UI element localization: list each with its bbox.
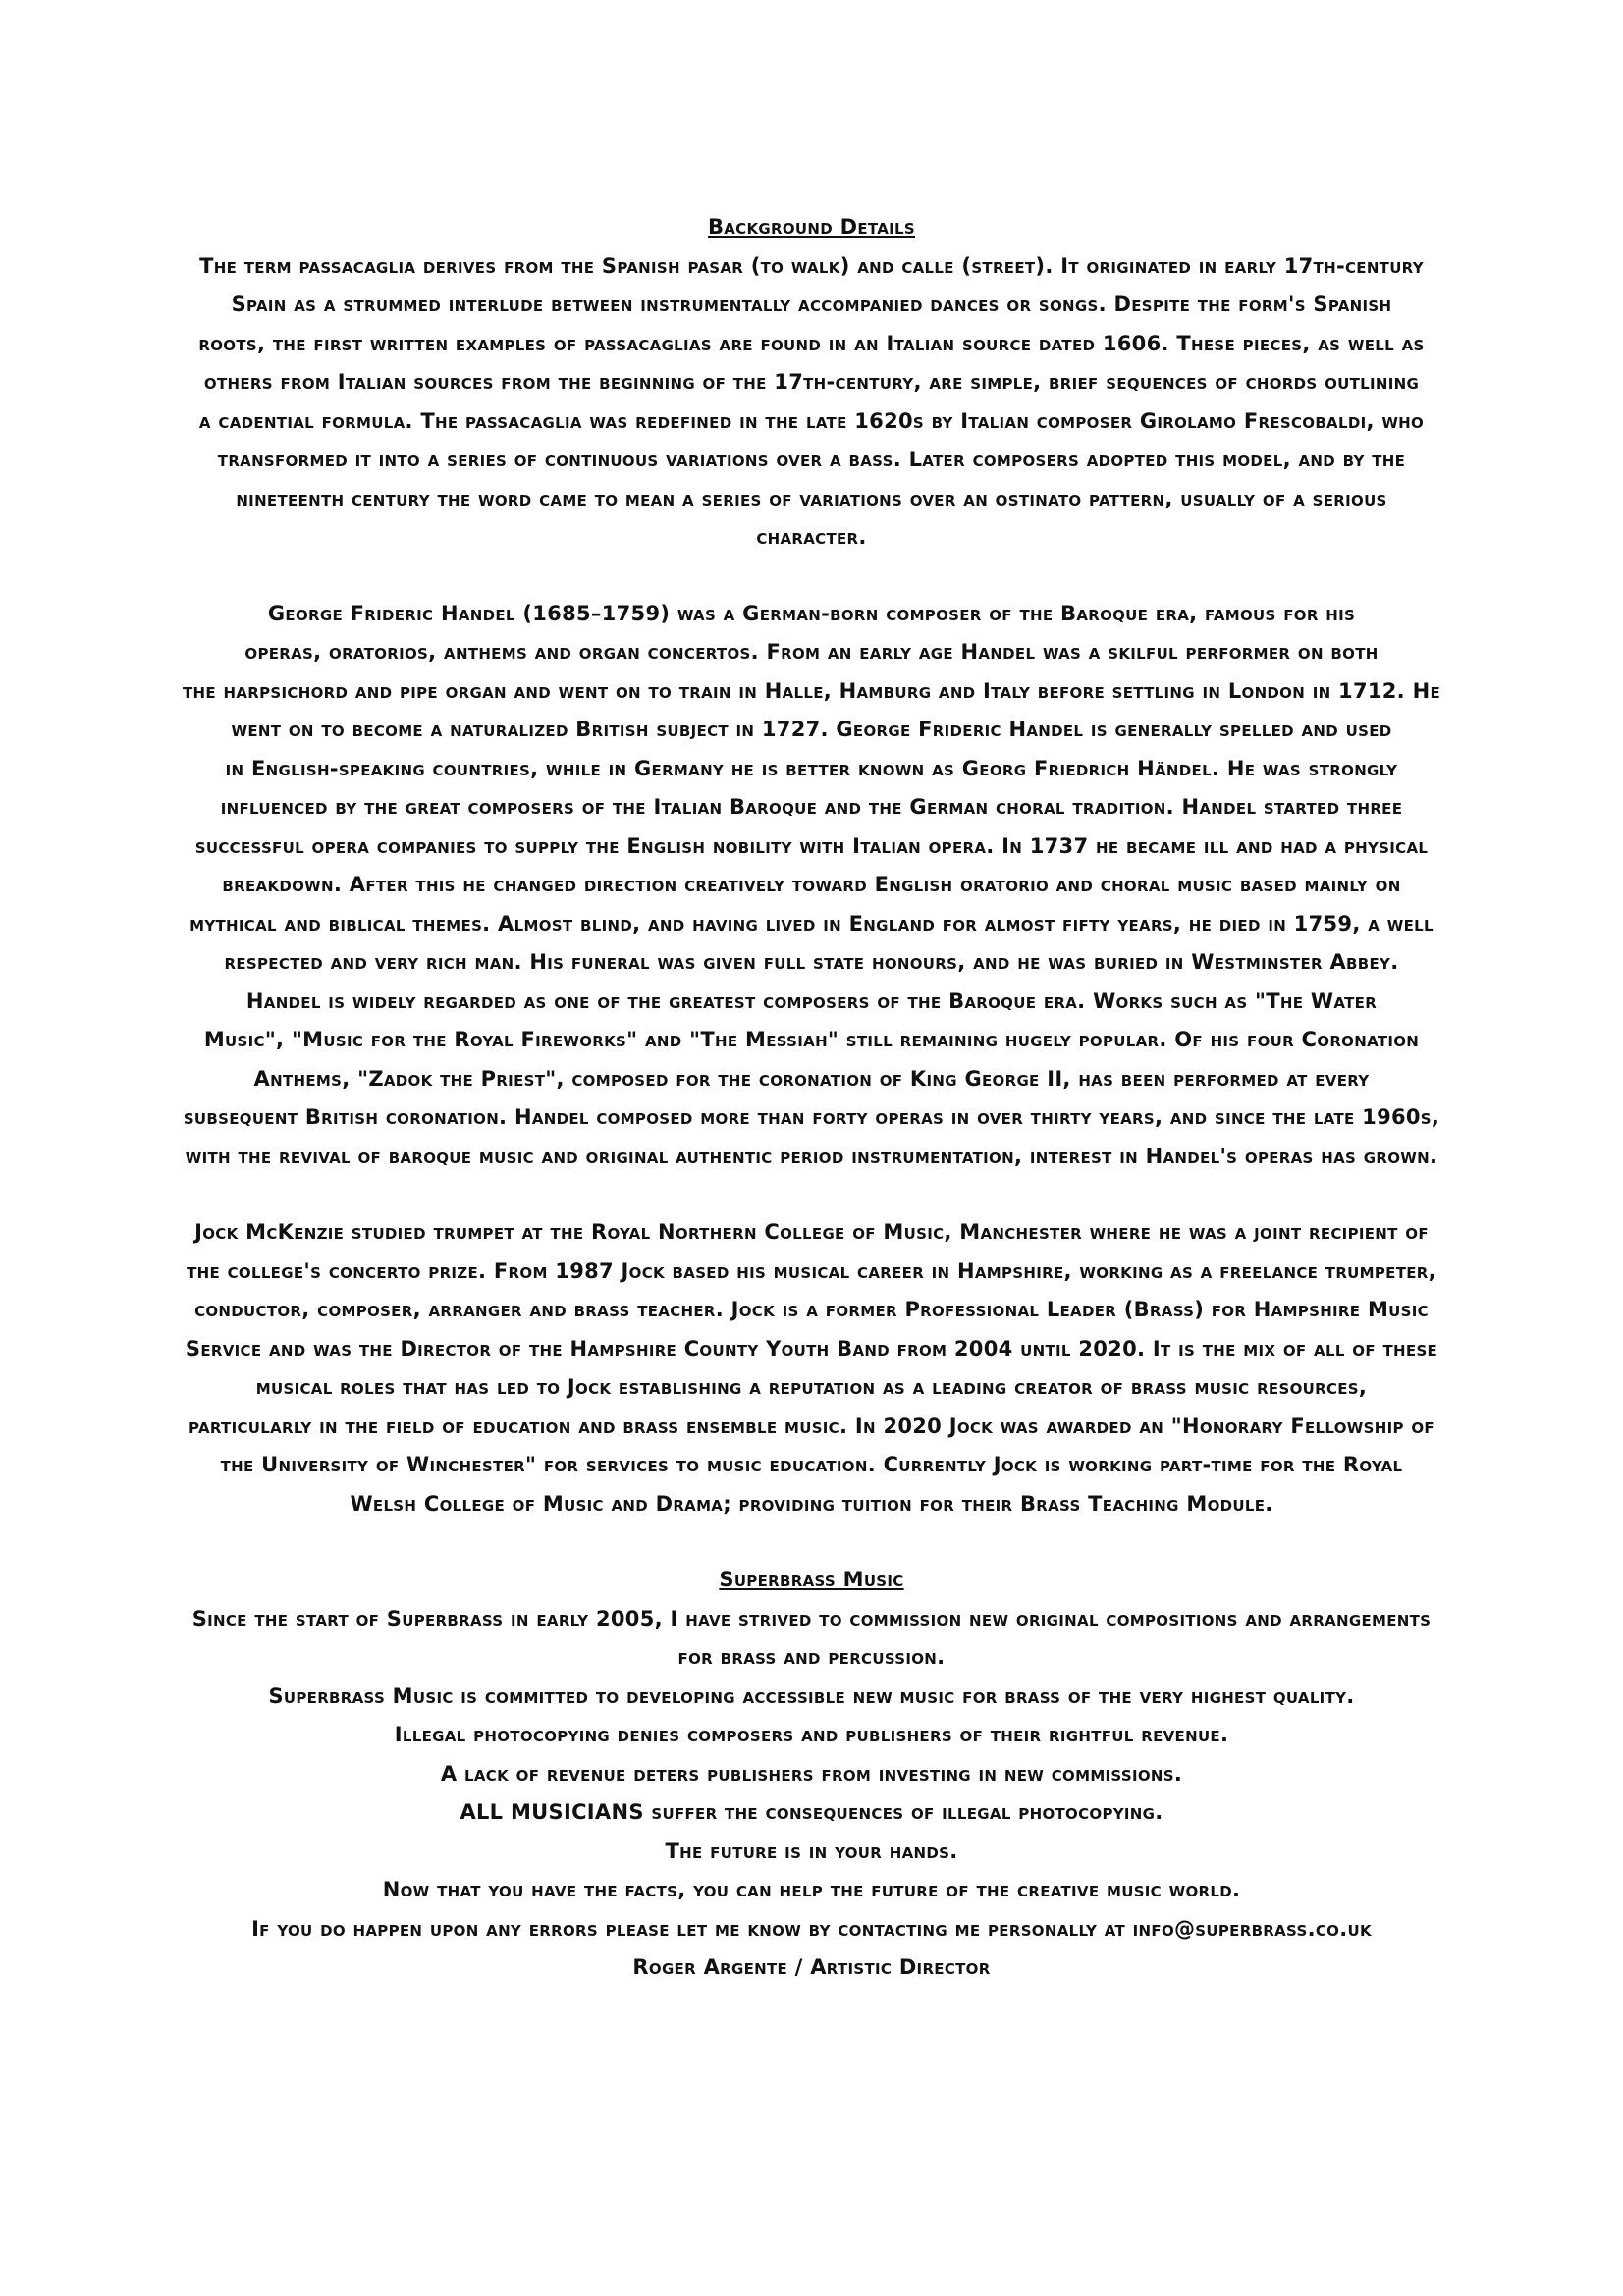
text-line: Jock McKenzie studied trumpet at the Royal Northern College of Music, Manchester where he was a joint recipient of [194,1220,1429,1244]
text-line: Since the start of Superbrass in early 2005, I have strived to commission new original compositions and arrangements [191,1606,1432,1630]
paragraph-spacer [147,558,1476,595]
background-paragraph [147,247,1476,558]
text-line: the University of Winchester" for services to music education. Currently Jock is working part-time for the Royal [220,1453,1403,1476]
text-line: Spain as a strummed interlude between instrumentally accompanied dances or songs. Despite the form's Spanish [231,293,1392,316]
text-line: Service and was the Director of the Hampshire County Youth Band from 2004 until 2020. It is the mix of all of these [185,1336,1438,1361]
text-line: others from Italian sources from the beginning of the 17th-century, are simple, brief sequences of chords outlining [203,370,1420,394]
mckenzie-paragraph [147,1213,1476,1523]
text-line: Handel is widely regarded as one of the greatest composers of the Baroque era. Works such as "The Water [245,988,1378,1013]
text-line: musical roles that has led to Jock establishing a reputation as a leading creator of brass music resources, [255,1375,1368,1399]
musicians-emphasis: ALL MUSICIANS [460,1800,644,1824]
text-line: the college's concerto prize. From 1987 Jock based his musical career in Hampshire, working as a freelance trumpeter, [187,1258,1436,1283]
text-line: the harpsichord and pipe organ and went on to train in Halle, Hamburg and Italy before settling in London in 1712. He [182,678,1440,703]
document-page [147,208,1476,1988]
paragraph-spacer [147,1523,1476,1561]
text-line: Illegal photocopying denies composers and publishers of their rightful revenue. [394,1723,1229,1746]
text-line: The future is in your hands. [665,1839,958,1863]
text-line: Music", "Music for the Royal Fireworks" and "The Messiah" still remaining hugely popular. Of his four Coronation [203,1028,1420,1051]
text-line: The term passacaglia derives from the Spanish pasar (to walk) and calle (street). It originated in early 17th-century [199,253,1424,278]
text-line: conductor, composer, arranger and brass teacher. Jock is a former Professional Leader (Brass) for Hampshire Music [194,1298,1429,1321]
paragraph-spacer [147,1176,1476,1213]
text-line: respected and very rich man. His funeral was given full state honours, and he was buried in Westminster Abbey. [224,950,1399,974]
text-line: influenced by the great composers of the Italian Baroque and the German choral tradition. Handel started three [220,795,1403,819]
text-line: roots, the first written examples of passacaglias are found in an Italian source dated 1606. These pieces, as well as [198,331,1425,355]
text-line: Welsh College of Music and Drama; providing tuition for their Brass Teaching Module. [350,1491,1273,1516]
text-line: for brass and percussion. [677,1645,946,1669]
text-line: Anthems, "Zadok the Priest", composed for the coronation of King George II, has been performed at every [253,1066,1370,1091]
contact-line: If you do happen upon any errors please let me know by contacting me personally at info@superbrass.co.uk [251,1916,1372,1941]
text-line: operas, oratorios, anthems and organ concertos. From an early age Handel was a skilful performer on both [244,640,1379,664]
superbrass-heading: Superbrass Music [719,1568,904,1591]
text-line: Now that you have the facts, you can help the future of the creative music world. [382,1878,1241,1901]
musicians-line-rest: suffer the consequences of illegal photocopying. [643,1800,1163,1824]
background-heading: Background Details [707,215,916,239]
handel-paragraph [147,595,1476,1177]
signature: Roger Argente / Artistic Director [632,1955,991,1979]
text-line: character. [756,525,867,549]
text-line: nineteenth century the word came to mean a series of variations over an ostinato pattern, usually of a serious [236,486,1387,510]
text-line: in English-speaking countries, while in Germany he is better known as Georg Friedrich Händel. He was strongly [225,756,1398,780]
musicians-line [147,1793,1476,1833]
text-line: A lack of revenue deters publishers from investing in new commissions. [440,1761,1183,1786]
text-line: went on to become a naturalized British subject in 1727. George Frideric Handel is generally spelled and used [231,718,1392,741]
superbrass-section [147,1600,1476,1988]
text-line: particularly in the field of education and brass ensemble music. In 2020 Jock was awarded an "Honorary Fellowship of [189,1414,1434,1438]
text-line: with the revival of baroque music and original authentic period instrumentation, interest in Handel's operas has grown. [185,1144,1438,1168]
text-line: breakdown. After this he changed direction creatively toward English oratorio and choral music based mainly on [222,873,1401,896]
text-line: subsequent British coronation. Handel composed more than forty operas in over thirty years, and since the late 1960s, [183,1105,1440,1129]
text-line: George Frideric Handel (1685–1759) was a German-born composer of the Baroque era, famous for his [267,601,1356,625]
text-line: successful opera companies to supply the English nobility with Italian opera. In 1737 he became ill and had a physical [194,833,1429,858]
text-line: Superbrass Music is committed to developing accessible new music for brass of the very highest quality. [268,1683,1355,1708]
text-line: mythical and biblical themes. Almost blind, and having lived in England for almost fifty years, he died in 1759, a well [189,911,1434,935]
text-line: transformed it into a series of continuous variations over a bass. Later composers adopted this model, and by the [217,448,1406,471]
text-line: a cadential formula. The passacaglia was redefined in the late 1620s by Italian composer Girolamo Frescobaldi, who [198,408,1425,433]
